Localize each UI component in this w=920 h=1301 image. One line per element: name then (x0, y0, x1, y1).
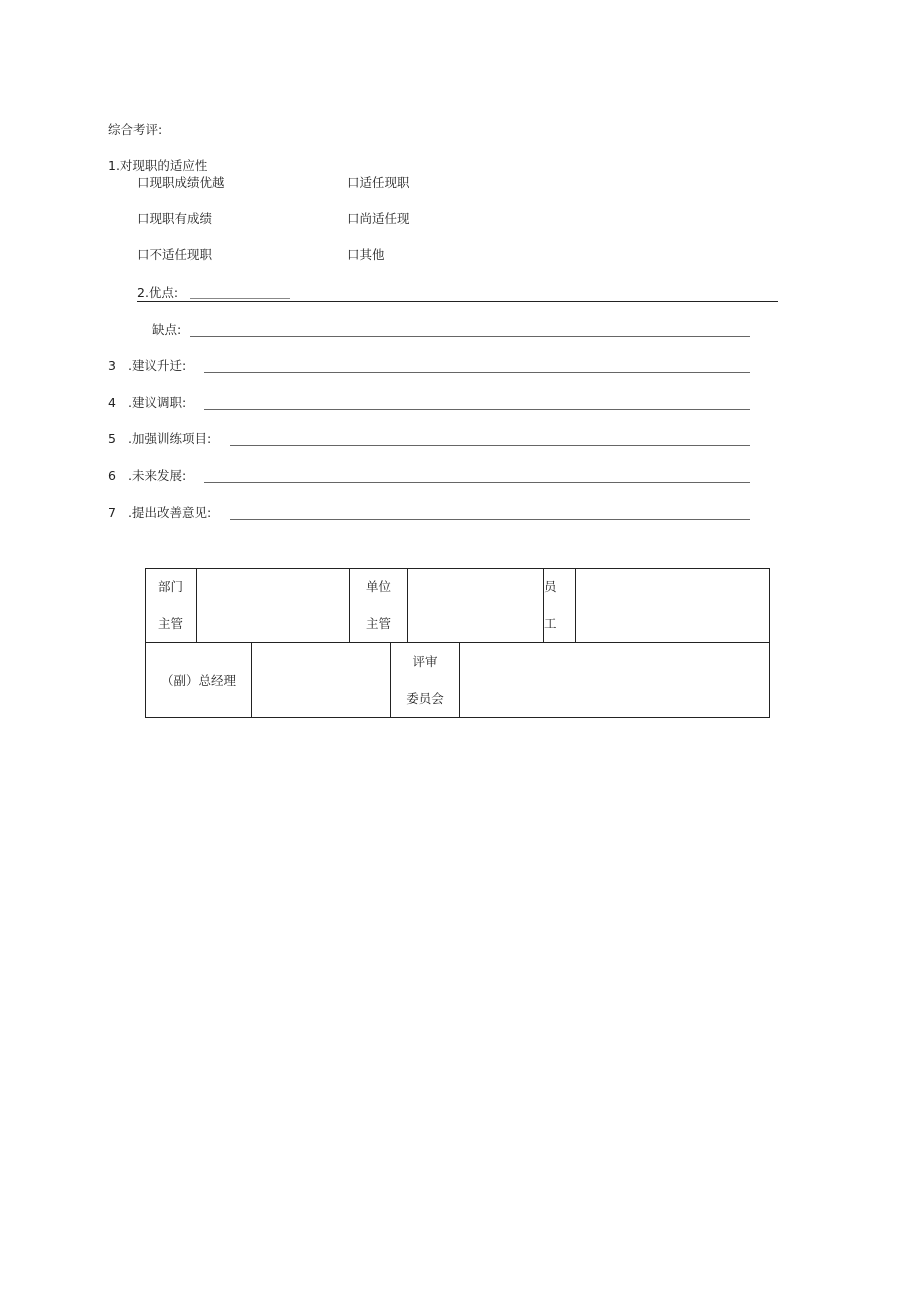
q3-number: 3 (108, 358, 116, 373)
transfer-input[interactable] (204, 409, 750, 410)
training-label: .加强训练项目: (128, 431, 212, 446)
committee-signature[interactable] (460, 643, 770, 718)
q4-number: 4 (108, 395, 116, 410)
promotion-label: .建议升迁: (128, 358, 187, 373)
committee-label: 评审 委员会 (391, 643, 460, 718)
development-input[interactable] (204, 482, 750, 483)
dept-head-signature[interactable] (197, 569, 350, 643)
strengths-label: 2.优点: (137, 285, 179, 300)
option-mostly-fit-checkbox[interactable]: 口尚适任现 (347, 211, 410, 226)
promotion-input[interactable] (204, 372, 750, 373)
unit-head-signature[interactable] (408, 569, 544, 643)
q5-number: 5 (108, 431, 116, 446)
weaknesses-input[interactable] (190, 336, 750, 337)
q1-label: 1.对现职的适应性 (108, 158, 208, 173)
improvement-label: .提出改善意见: (128, 505, 212, 520)
training-input[interactable] (230, 445, 750, 446)
unit-head-label: 单位 主管 (350, 569, 408, 643)
strengths-input-short[interactable] (190, 298, 290, 299)
option-unfit-checkbox[interactable]: 口不适任现职 (137, 247, 213, 262)
development-label: .未来发展: (128, 468, 187, 483)
q7-number: 7 (108, 505, 116, 520)
form-title: 综合考评: (108, 122, 163, 137)
employee-label: 员 工 (544, 569, 576, 643)
option-other-checkbox[interactable]: 口其他 (347, 247, 385, 262)
improvement-input[interactable] (230, 519, 750, 520)
option-fit-checkbox[interactable]: 口适任现职 (347, 175, 410, 190)
gm-label: （副）总经理 (146, 643, 252, 718)
option-excellent-checkbox[interactable]: 口现职成绩优越 (137, 175, 225, 190)
weaknesses-label: 缺点: (152, 322, 182, 337)
strengths-input[interactable] (137, 301, 778, 302)
employee-signature[interactable] (576, 569, 770, 643)
q6-number: 6 (108, 468, 116, 483)
transfer-label: .建议调职: (128, 395, 187, 410)
dept-head-label: 部门 主管 (146, 569, 197, 643)
gm-signature[interactable] (252, 643, 391, 718)
option-achieved-checkbox[interactable]: 口现职有成绩 (137, 211, 213, 226)
signature-table (145, 568, 770, 718)
